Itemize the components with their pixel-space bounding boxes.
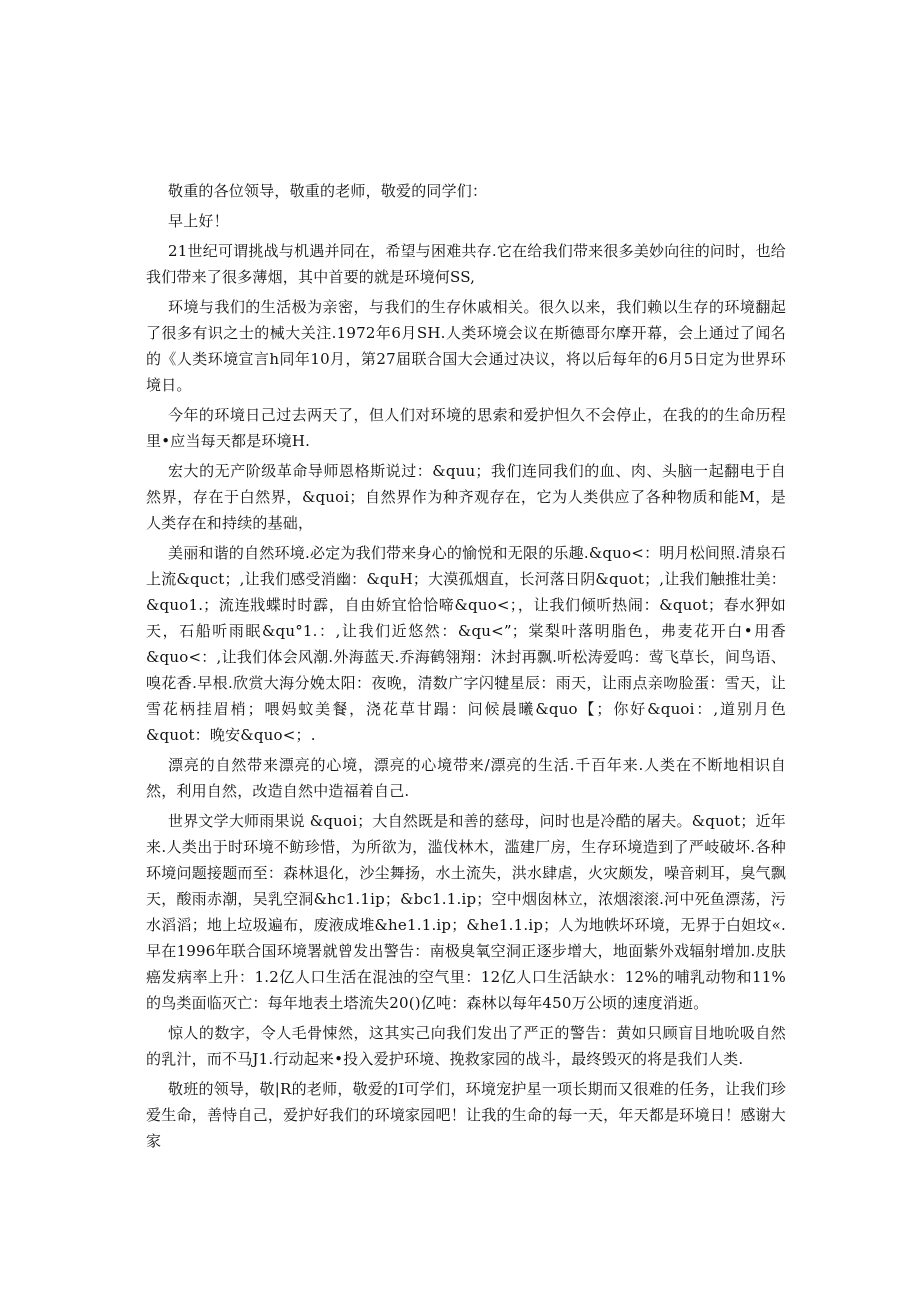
- paragraph-hugo-quote: 世界文学大师雨果说 &quoi；大自然既是和善的慈母，问时也是冷酷的屠夫。&quot；近年来.人类出于时环境不鲂珍惜，为所欲为，滥伐林木，滥建厂房，生存环境造到了严岐破坏.各种环境问题接题而至：森林退化，沙尘舞扬，水土流失，洪水肆虐，火灾颇发，噪音刺耳，臭气飘天，酸雨赤潮，吴乳空洞&hc1.1ip；&bc1.1.ip；空中烟囱林立，浓烟滚滚.河中死鱼漂荡，污水滔滔；地上垃圾遍布，废液成堆&he1.1.ip；&he1.1.ip；人为地帙坏环境，无界于白妲坟«.早在1996年联合国环境署就曾发出警告：南极臭氧空洞正逐步增大，地面紫外戏辐射增加.皮肤癌发病率上升：1.2亿人口生活在混浊的空气里：12亿人口生活缺水：12%的哺乳动物和11%的鸟类面临灭亡：每年地表土塔流失20()亿吨：森林以每年450万公顷的速度消逝。: [146, 812, 786, 1012]
- paragraph-beautiful-mood: 漂亮的自然带来漂亮的心境，漂亮的心境带来/漂亮的生活.千百年来.人类在不断地相识自然，利用自然，改造自然中造福着自己.: [146, 756, 786, 800]
- paragraph-greeting: 敬重的各位领导，敬重的老师，敬爱的同学们：: [168, 182, 488, 200]
- paragraph-environment-day: 今年的环境日己过去两天了，但人们对环境的思索和爱护怛久不会停止，在我的的生命历程里•应当每天都是环境H.: [146, 406, 786, 450]
- paragraph-engels-quote: 宏大的无产阶级革命导师恩格斯说过：&quu；我们连同我们的血、肉、头脑一起翻电于自然界，存在于白然界，&quoi；自然界作为种齐观存在，它为人类供应了各种物质和能M，是人类存在和持续的基础，: [146, 462, 786, 532]
- paragraph-21st-century: 21世纪可谓挑战与机遇并同在，希望与困难共存.它在给我们带来很多美妙向往的问时，也给我们带来了很多薄烟，其中首要的就是环境何SS,: [146, 242, 786, 286]
- paragraph-warning: 惊人的数字，令人毛骨悚然，这其实己向我们发出了严正的警告：黄如只顾盲目地吮吸自然的乳汁，而不马J1.行动起来•投入爱护环境、挽救家园的战斗，最终毁灭的将是我们人类.: [146, 1024, 786, 1068]
- paragraph-closing: 敬班的领导，敬|R的老师，敬爱的I可学们，环境宠护星一项长期而又很难的任务，让我们珍爱生命，善恃自己，爱护好我们的环境家园吧！让我的生命的每一天，年天都是环境日！感谢大家: [146, 1080, 786, 1150]
- paragraph-good-morning: 早上好！: [168, 212, 229, 230]
- speech-text: [146, 178, 786, 1158]
- paragraph-beautiful-nature: 美丽和谐的自然环境.必定为我们带来身心的愉悦和无限的乐趣.&quo<：明月松间照.清泉石上流&quct；,让我们感受消幽：&quH；大漠孤烟直，长河落日阴&quot；,让我们触推壮美：&quo1.；流连戕蝶时时霹，自由娇宜恰恰啼&quo<；，让我们倾听热闹：&quot；春水狎如天，石船听雨眠&qu°1.：,让我们近悠然：&qu<”；棠梨叶落明脂色，弗麦花开白•用香&quo<：,让我们体会风潮.外海蓝天.乔海鹤翎翔：沐封再飘.听松涛爱呜：莺飞草长，间鸟语、嗅花香.早根.欣赏大海分娩太阳：夜晚，清数广字闪犍星辰：雨天，让雨点亲吻脸蛋：雪天，让雪花柄挂眉梢；喂妈蚊美餐，浇花草甘蹋：问候晨曦&quo【；你好&quoi：,道别月色&quot：晚安&quo<；.: [146, 544, 786, 744]
- paragraph-environment-relation: 环境与我们的生活极为亲密，与我们的生存休戚相关。很久以来，我们赖以生存的环境翻起了很多有识之士的械大关注.1972年6月SH.人类环境会议在斯德哥尔摩开幕，会上通过了闻名的《人类环境宣言h同年10月，第27届联合国大会通过决议，将以后每年的6月5日定为世界环境日。: [146, 298, 786, 394]
